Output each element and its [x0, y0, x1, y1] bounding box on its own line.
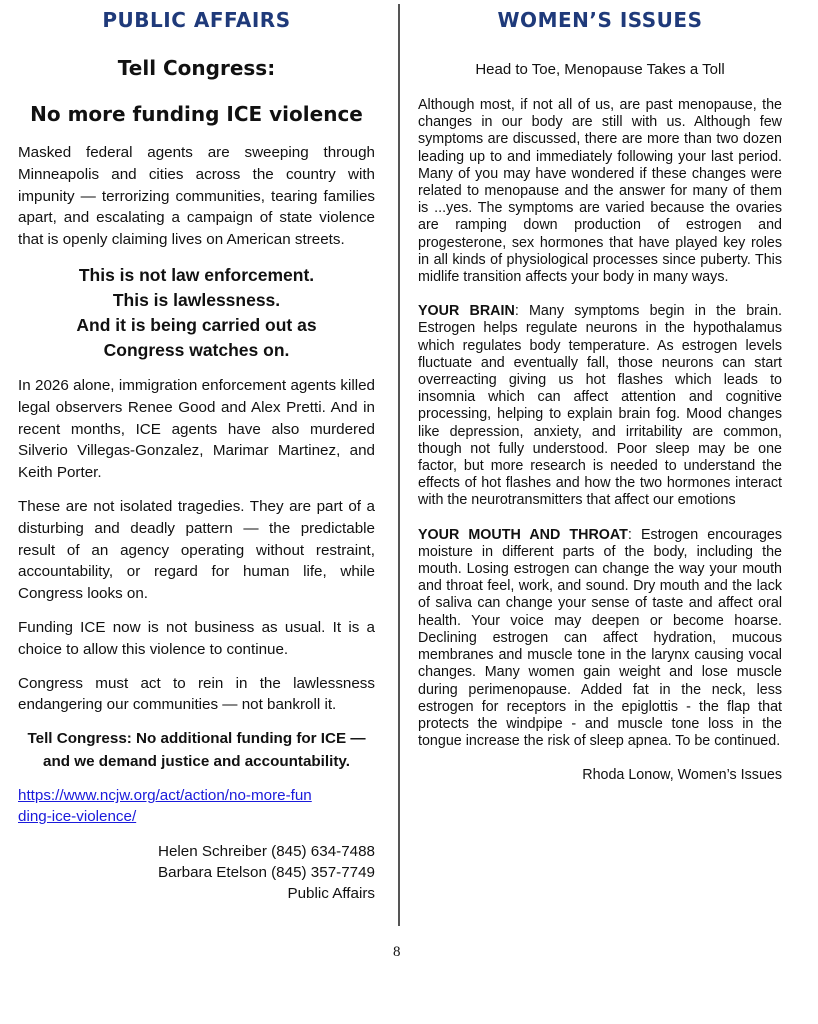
- mouth-label: YOUR MOUTH AND THROAT: [418, 526, 628, 543]
- emphasis-line: And it is being carried out as: [76, 314, 317, 335]
- signature-line: Helen Schreiber (845) 634-7488: [158, 843, 375, 861]
- action-link[interactable]: https://www.ncjw.org/act/action/no-more-funding-ice-violence/: [18, 787, 312, 826]
- article-title-line2: No more funding ICE violence: [30, 102, 363, 126]
- emphasis-block: [18, 263, 375, 363]
- paragraph: Although most, if not all of us, are past menopause, the changes in our body are still with us. Although few symptoms are discussed, there are more than two dozen leading up to and immediately following your last period. Many of you may have wondered if these changes were related to menopause and the answer for many of them is ...yes. The symptoms are varied because the ovaries are ramping down production of estrogen and progesterone, sex hormones that have played key roles in all kinds of physiological processes since puberty. This midlife transition affects your body in many ways.: [418, 97, 782, 286]
- womens-issues-column: [418, 6, 782, 784]
- column-divider: [398, 4, 400, 926]
- signature-line: Barbara Etelson (845) 357-7749: [158, 864, 375, 882]
- brain-text: : Many symptoms begin in the brain. Estrogen helps regulate neurons in the hypothalamus which regulates body temperature. As estrogen levels fluctuate and eventually fall, those neurons can start overreacting giving us hot flashes which leads to insomnia which can affect attention and cognitive processing, helping to explain brain fog. Mood changes like depression, anxiety, and irritability are common, though not fully understood. Poor sleep may be one factor, but more research is needed to understand the effects of hot flashes and how the two hormones interact with the neurotransmitters that affect our emotions: [418, 303, 782, 509]
- emphasis-line: Congress watches on.: [103, 339, 290, 360]
- brain-paragraph: [418, 303, 782, 509]
- brain-label: YOUR BRAIN: [418, 303, 515, 320]
- page-number: 8: [393, 944, 401, 960]
- article-title-line1: Tell Congress:: [117, 56, 276, 80]
- article-subtitle: Head to Toe, Menopause Takes a Toll: [475, 61, 725, 78]
- mouth-throat-paragraph: [418, 527, 782, 751]
- emphasis-line: This is not law enforcement.: [78, 264, 315, 285]
- signature-block: [18, 841, 375, 904]
- emphasis-line: This is lawlessness.: [112, 289, 281, 310]
- paragraph: These are not isolated tragedies. They are part of a disturbing and deadly pattern — the predictable result of an agency operating without restraint, accountability, or regard for human life, while Congress looks on.: [18, 497, 375, 603]
- section-heading-womens-issues: WOMEN’S ISSUES: [497, 8, 703, 32]
- author-signature: Rhoda Lonow, Women’s Issues: [582, 767, 782, 784]
- paragraph: In 2026 alone, immigration enforcement agents killed legal observers Renee Good and Alex Pretti. And in recent months, ICE agents have also murdered Silverio Villegas-Gonzalez, Marimar Martinez, and Keith Porter.: [18, 376, 375, 482]
- paragraph: Congress must act to rein in the lawlessness endangering our communities — not bankroll it.: [18, 674, 375, 714]
- signature-line: Public Affairs: [287, 885, 375, 903]
- call-to-action: Tell Congress: No additional funding for ICE — and we demand justice and accountability.: [27, 730, 366, 770]
- paragraph: Masked federal agents are sweeping through Minneapolis and cities across the country with impunity — terrorizing communities, tearing families apart, and escalating a campaign of state violence that is openly claiming lives on American streets.: [18, 144, 375, 249]
- section-heading-public-affairs: PUBLIC AFFAIRS: [102, 8, 291, 32]
- paragraph: Funding ICE now is not business as usual. It is a choice to allow this violence to continue.: [18, 618, 375, 658]
- public-affairs-column: [18, 6, 375, 904]
- mouth-text: : Estrogen encourages moisture in different parts of the body, including the mouth. Losing estrogen can change the way your mouth and throat feel, work, and sound. Dry mouth and the lack of saliva can change your sense of taste and affect oral health. Your voice may deepen or become hoarse. Declining estrogen can affect hydration, mucous membranes and muscle tone in the larynx causing vocal changes. Many women gain weight and lose muscle during perimenopause. Added fat in the neck, less estrogen for receptors in the epiglottis - the flap that protects the windpipe - and muscle tone loss in the tongue increase the risk of sleep apnea. To be continued.: [418, 526, 782, 750]
